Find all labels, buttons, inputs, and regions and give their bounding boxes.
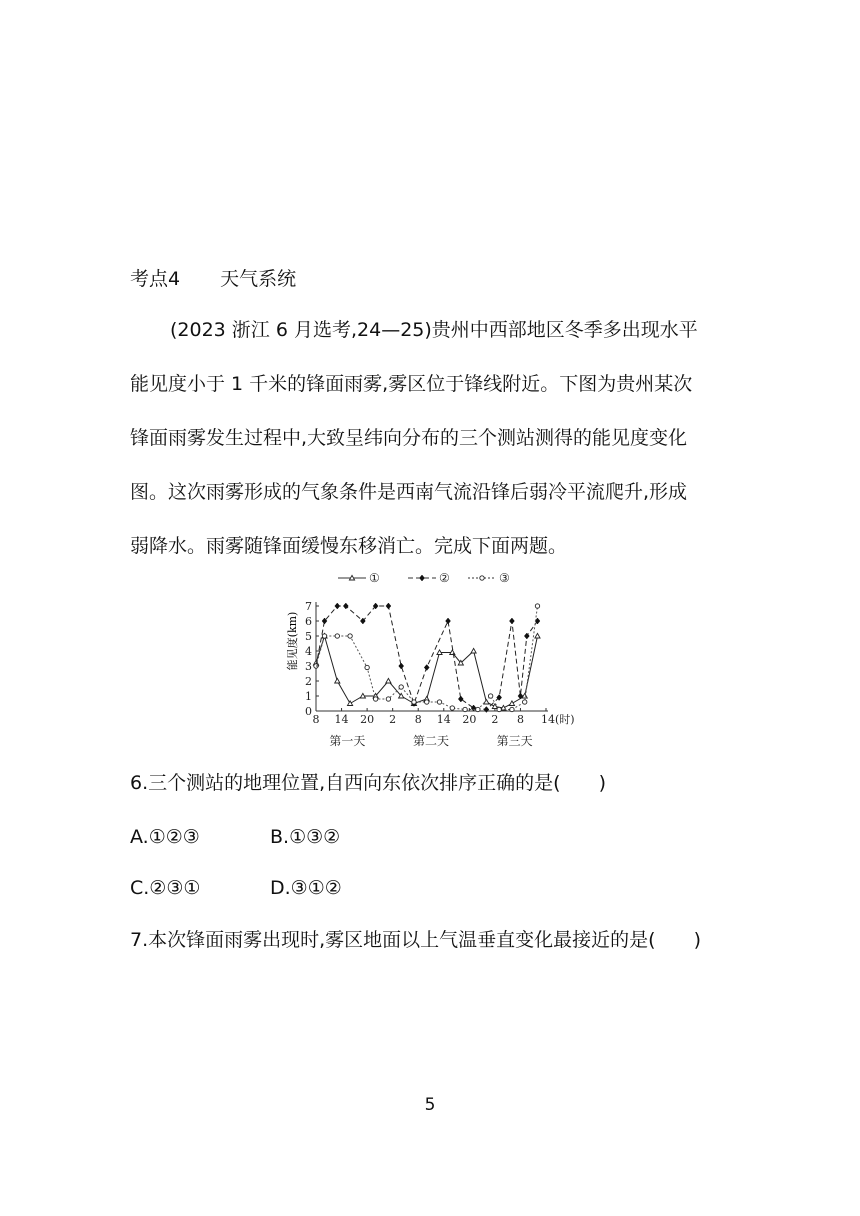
legend-label: ③: [499, 571, 510, 585]
q6-option-b: B.①③②: [270, 826, 341, 848]
y-tick-label: 2: [305, 675, 312, 688]
data-point-circle: [348, 634, 352, 638]
data-point-circle: [463, 707, 467, 711]
x-tick-label: 8: [414, 713, 422, 726]
day-label: 第二天: [412, 734, 450, 748]
y-tick-label: 1: [305, 690, 312, 703]
visibility-chart: [282, 566, 575, 752]
series-1: [313, 633, 540, 710]
q6-option-c: C.②③①: [130, 877, 201, 899]
y-tick-label: 6: [305, 615, 312, 628]
data-point-circle: [476, 707, 480, 711]
data-point-diamond: [399, 663, 404, 669]
data-point-circle: [399, 685, 403, 689]
data-point-circle: [335, 634, 339, 638]
chart-series: [313, 603, 540, 713]
data-point-circle: [412, 700, 416, 704]
data-point-circle: [386, 697, 390, 701]
y-tick-label: 5: [305, 630, 312, 643]
data-point-triangle: [347, 701, 352, 706]
data-point-triangle: [509, 701, 514, 706]
data-point-circle: [450, 706, 454, 710]
legend-label: ①: [369, 571, 380, 585]
section-label: 考点4: [130, 268, 181, 290]
x-tick-label: 14: [334, 713, 349, 726]
y-tick-label: 4: [305, 645, 312, 658]
page-number: 5: [424, 1095, 436, 1115]
chart-ticks: [305, 600, 575, 748]
series-line: [316, 606, 538, 710]
data-point-triangle: [492, 704, 497, 709]
legend-label: ②: [439, 571, 450, 585]
data-point-diamond: [484, 707, 489, 713]
series-line: [316, 606, 538, 710]
data-point-diamond: [386, 603, 391, 609]
data-point-triangle: [535, 633, 540, 638]
data-point-diamond: [458, 696, 463, 702]
question-7: 7.本次锋面雨雾出现时,雾区地面以上气温垂直变化最接近的是( ): [130, 929, 701, 951]
day-label: 第三天: [496, 734, 533, 748]
intro-line: 锋面雨雾发生过程中,大致呈纬向分布的三个测站测得的能见度变化: [130, 427, 688, 449]
data-point-circle: [480, 576, 484, 580]
x-tick-label: 2: [389, 713, 397, 726]
data-point-diamond: [509, 618, 514, 624]
section-heading: [130, 267, 296, 291]
data-point-circle: [373, 697, 377, 701]
data-point-circle: [510, 707, 514, 711]
y-tick-label: 0: [305, 705, 312, 718]
q6-option-a: A.①②③: [130, 826, 200, 848]
data-point-circle: [365, 665, 369, 669]
data-point-diamond: [335, 603, 340, 609]
day-label: 第一天: [329, 734, 366, 748]
data-point-diamond: [424, 665, 429, 671]
x-tick-label: 8: [312, 713, 320, 726]
intro-line: 图。这次雨雾形成的气象条件是西南气流沿锋后弱冷平流爬升,形成: [130, 481, 688, 503]
x-tick-label: 2: [491, 713, 499, 726]
x-tick-label: 14(时): [541, 713, 575, 726]
x-tick-label: 20: [462, 713, 477, 726]
data-point-circle: [322, 634, 326, 638]
x-tick-label: 14: [436, 713, 451, 726]
intro-line: 弱降水。雨雾随锋面缓慢东移消亡。完成下面两题。: [130, 535, 568, 557]
x-tick-label: 8: [516, 713, 524, 726]
data-point-circle: [497, 707, 501, 711]
q6-option-d: D.③①②: [270, 877, 342, 899]
data-point-circle: [523, 700, 527, 704]
data-point-circle: [437, 700, 441, 704]
data-point-triangle: [471, 648, 476, 653]
chart-legend: [338, 571, 510, 585]
data-point-diamond: [420, 575, 425, 581]
data-point-circle: [488, 694, 492, 698]
section-title: 天气系统: [220, 268, 297, 290]
y-axis-label: 能见度(km): [286, 611, 299, 671]
y-tick-label: 3: [305, 660, 312, 673]
x-tick-label: 20: [360, 713, 375, 726]
data-point-circle: [425, 700, 429, 704]
y-tick-label: 7: [305, 600, 312, 613]
intro-line: 能见度小于 1 千米的锋面雨雾,雾区位于锋线附近。下图为贵州某次: [130, 373, 693, 395]
intro-line: (2023 浙江 6 月选考,24—25)贵州中西部地区冬季多出现水平: [170, 319, 698, 341]
data-point-triangle: [335, 678, 340, 683]
data-point-circle: [535, 604, 539, 608]
question-6: 6.三个测站的地理位置,自西向东依次排序正确的是( ): [130, 772, 606, 794]
data-point-diamond: [446, 618, 451, 624]
data-point-triangle: [386, 678, 391, 683]
